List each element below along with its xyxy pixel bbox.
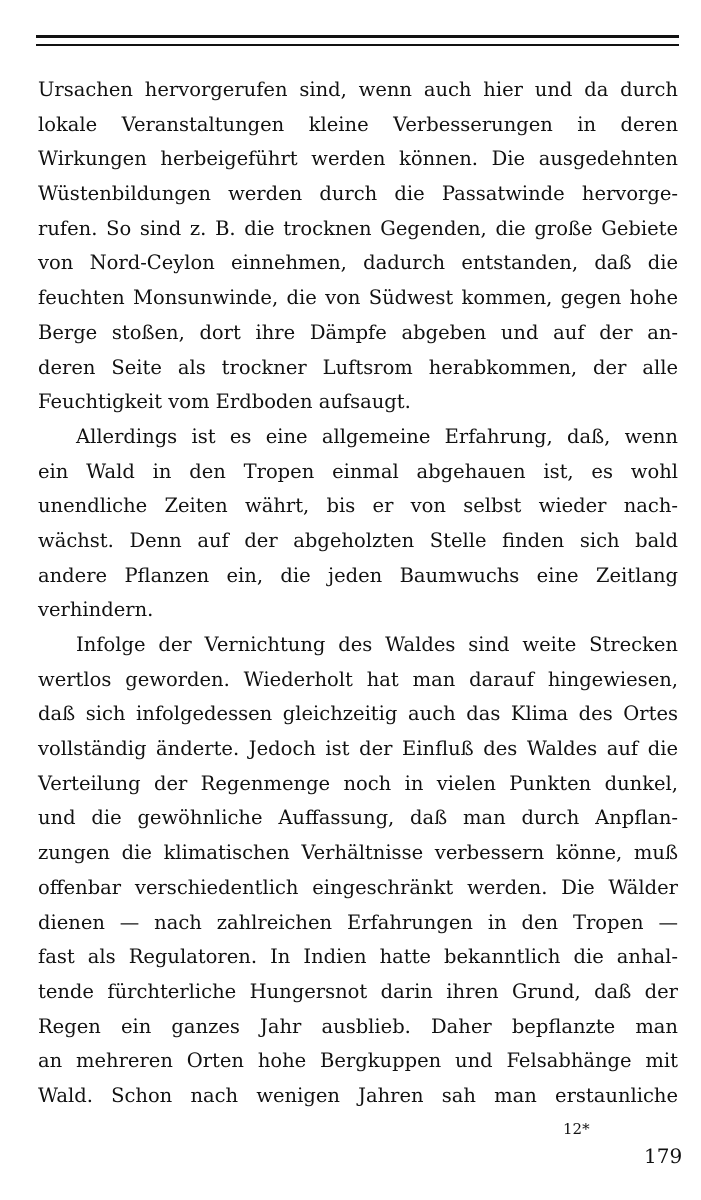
text-line: deren Seite als trockner Luftsrom herabkommen, der alle	[38, 355, 678, 379]
text-line: Regen ein ganzes Jahr ausblieb. Daher bepflanzte man	[38, 1014, 678, 1038]
text-line: ein Wald in den Tropen einmal abgehauen ist, es wohl	[38, 459, 678, 483]
page-number: 179	[644, 1144, 683, 1168]
text-line: offenbar verschiedentlich eingeschränkt werden. Die Wälder	[38, 875, 678, 899]
text-line: tende fürchterliche Hungersnot darin ihren Grund, daß der	[38, 979, 678, 1003]
text-line: von Nord-Ceylon einnehmen, dadurch entstanden, daß die	[38, 251, 678, 275]
text-line: verhindern.	[38, 598, 154, 622]
text-line: vollständig änderte. Jedoch ist der Einfluß des Waldes auf die	[38, 737, 678, 761]
text-line: fast als Regulatoren. In Indien hatte bekanntlich die anhal-	[38, 945, 678, 969]
text-line: Wald. Schon nach wenigen Jahren sah man erstaunliche	[38, 1083, 678, 1107]
paragraph	[38, 628, 678, 1114]
text-line: Wüstenbildungen werden durch die Passatwinde hervorge-	[38, 182, 678, 206]
header-rule-thick	[36, 35, 679, 38]
paragraph	[38, 420, 678, 628]
text-line: und die gewöhnliche Auffassung, daß man durch Anpflan-	[38, 806, 678, 830]
signature-mark: 12*	[563, 1120, 590, 1138]
text-line: unendliche Zeiten währt, bis er von selbst wieder nach-	[38, 494, 678, 518]
text-line: Infolge der Vernichtung des Waldes sind weite Strecken	[76, 633, 678, 656]
text-line: Allerdings ist es eine allgemeine Erfahrung, daß, wenn	[76, 424, 678, 448]
text-line: Berge stoßen, dort ihre Dämpfe abgeben und auf der an-	[38, 320, 678, 344]
text-line: feuchten Monsunwinde, die von Südwest kommen, gegen hohe	[38, 286, 678, 310]
body-text	[38, 73, 678, 1114]
text-line: lokale Veranstaltungen kleine Verbesserungen in deren	[38, 112, 678, 136]
text-line: zungen die klimatischen Verhältnisse verbessern könne, muß	[38, 841, 678, 865]
text-line: Wirkungen herbeigeführt werden können. Die ausgedehnten	[38, 147, 678, 171]
text-line: Ursachen hervorgerufen sind, wenn auch hier und da durch	[38, 78, 678, 101]
text-line: Verteilung der Regenmenge noch in vielen Punkten dunkel,	[38, 771, 678, 795]
text-line: daß sich infolgedessen gleichzeitig auch das Klima des Ortes	[38, 702, 678, 726]
text-line: an mehreren Orten hohe Bergkuppen und Felsabhänge mit	[38, 1049, 678, 1073]
text-line: rufen. So sind z. B. die trocknen Gegenden, die große Gebiete	[38, 216, 678, 240]
text-line: andere Pflanzen ein, die jeden Baumwuchs eine Zeitlang	[38, 563, 678, 587]
text-line: wertlos geworden. Wiederholt hat man darauf hingewiesen,	[38, 667, 678, 691]
text-line: Feuchtigkeit vom Erdboden aufsaugt.	[38, 390, 411, 414]
text-line: dienen — nach zahlreichen Erfahrungen in den Tropen —	[38, 910, 678, 934]
paragraph	[38, 73, 678, 420]
header-rule-thin	[36, 44, 679, 46]
text-line: wächst. Denn auf der abgeholzten Stelle finden sich bald	[38, 528, 678, 552]
